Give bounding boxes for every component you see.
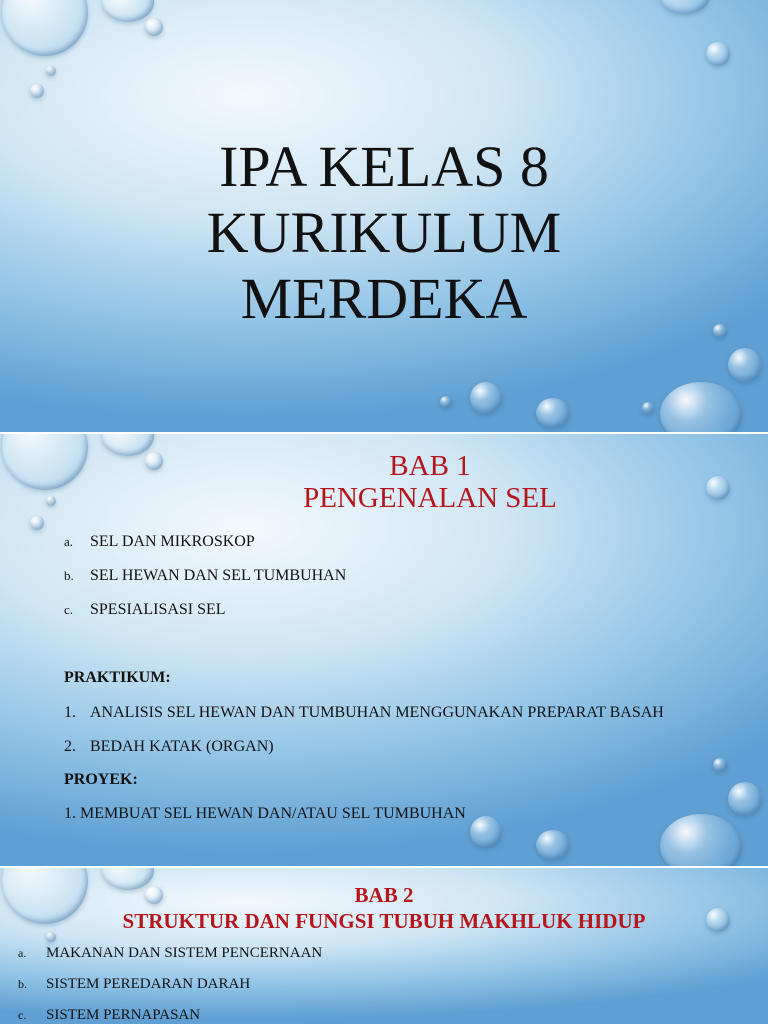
slide-title	[0, 0, 768, 432]
list-marker: 2.	[64, 738, 76, 755]
list-text: SEL DAN MIKROSKOP	[90, 533, 255, 550]
chapter-title: STRUKTUR DAN FUNGSI TUBUH MAKHLUK HIDUP	[122, 909, 646, 933]
proyek-item: 1. MEMBUAT SEL HEWAN DAN/ATAU SEL TUMBUHAN	[64, 805, 466, 822]
water-drop	[470, 816, 502, 848]
water-drop	[728, 348, 762, 382]
list-marker: b.	[18, 977, 27, 991]
water-drop	[713, 758, 727, 772]
water-drop	[660, 814, 742, 866]
water-drop	[102, 0, 154, 22]
praktikum-label: PRAKTIKUM:	[64, 669, 171, 686]
water-drop	[728, 782, 762, 816]
water-drop	[145, 18, 163, 36]
title-line: MERDEKA	[240, 266, 528, 331]
water-drop	[470, 382, 502, 414]
list-marker: 1.	[64, 704, 76, 721]
list-marker: a.	[64, 534, 74, 549]
water-drop	[536, 830, 570, 860]
list-marker: c.	[18, 1008, 27, 1022]
water-drop	[30, 516, 44, 530]
title-line: KURIKULUM	[206, 200, 562, 265]
chapter-title: PENGENALAN SEL	[303, 482, 557, 514]
slide-bab-2	[0, 868, 768, 1024]
slide-bab-1	[0, 434, 768, 866]
chapter-number: BAB 2	[354, 883, 414, 907]
proyek-label: PROYEK:	[64, 771, 138, 788]
water-drop	[660, 382, 742, 432]
list-text: BEDAH KATAK (ORGAN)	[90, 738, 274, 755]
list-marker: c.	[64, 602, 74, 617]
list-text: SISTEM PEREDARAN DARAH	[46, 976, 251, 992]
list-marker: b.	[64, 568, 74, 583]
chapter-heading	[0, 450, 768, 514]
list-marker: a.	[18, 946, 27, 960]
presentation-title	[0, 134, 768, 332]
water-drop	[2, 0, 88, 56]
water-drop	[706, 42, 730, 66]
chapter-heading	[0, 882, 768, 934]
list-text: MAKANAN DAN SISTEM PENCERNAAN	[46, 945, 323, 961]
water-drop	[660, 0, 710, 14]
water-drop	[46, 66, 56, 76]
list-text: SPESIALISASI SEL	[90, 601, 226, 618]
title-line: IPA KELAS 8	[219, 134, 549, 199]
list-text: SEL HEWAN DAN SEL TUMBUHAN	[90, 567, 347, 584]
water-drop	[536, 398, 570, 428]
water-drop	[440, 396, 452, 408]
water-drop	[30, 84, 44, 98]
list-text: ANALISIS SEL HEWAN DAN TUMBUHAN MENGGUNAKAN PREPARAT BASAH	[90, 704, 664, 721]
chapter-number: BAB 1	[389, 450, 471, 482]
list-text: SISTEM PERNAPASAN	[46, 1007, 201, 1023]
water-drop	[642, 402, 654, 414]
